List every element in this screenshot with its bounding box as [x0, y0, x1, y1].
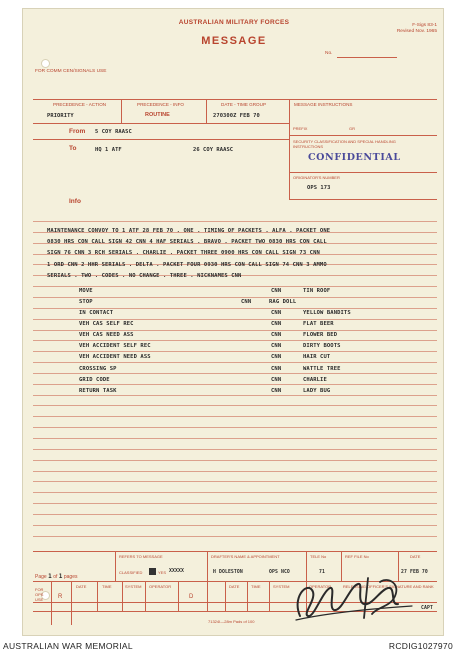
code-word: HAIR CUT	[303, 354, 331, 361]
code-term: VEH CAS NEED ASS	[79, 332, 134, 339]
code-separator: CNN	[271, 365, 282, 372]
ruled-line	[33, 330, 437, 331]
body-line: 0830 HRS CON CALL SIGN 42 CNN 4 HAF SERIALS . BRAVO . PACKET TWO 0830 HRS CON CALL	[47, 239, 327, 246]
date-label: DATE	[410, 554, 421, 559]
code-term: IN CONTACT	[79, 309, 114, 316]
to-value-2: 26 COY RAASC	[193, 147, 234, 153]
rule	[289, 99, 290, 199]
page-number: 1	[48, 573, 52, 580]
ruled-line	[33, 427, 437, 428]
body-line: SIGN 76 CNN 3 RCH SERIALS . CHARLIE . PACKET THREE 0900 HRS CON CALL SIGN 73 CNN	[47, 250, 320, 257]
code-term: STOP	[79, 298, 93, 305]
yes-label: YES	[158, 570, 167, 575]
code-term: CROSSING SP	[79, 365, 117, 372]
rule	[71, 581, 72, 625]
col-time-2: TIME	[251, 584, 261, 589]
ruled-line	[33, 221, 437, 222]
rule	[33, 99, 437, 100]
drafter-appointment: OPS NCO	[269, 570, 290, 575]
rule	[33, 123, 289, 124]
code-separator: CNN	[271, 309, 282, 316]
punch-hole	[41, 59, 50, 68]
ruled-line	[33, 308, 437, 309]
ruled-line	[33, 525, 437, 526]
classified-checkbox	[149, 568, 156, 575]
printer-imprint: 71324I—28m Pads of 100	[208, 619, 255, 624]
classified-label: CLASSIFIED	[119, 570, 143, 575]
ruled-line	[33, 351, 437, 352]
ruled-line	[33, 481, 437, 482]
page-count	[35, 573, 77, 580]
dtg-value: 270300Z FEB 70	[213, 113, 260, 119]
col-date-1: DATE	[76, 584, 87, 589]
no-struck-out: XXXXX	[169, 569, 184, 574]
rule	[206, 99, 207, 123]
message-form	[22, 8, 444, 636]
form-code	[367, 23, 437, 35]
ruled-line	[33, 319, 437, 320]
code-word: YELLOW BANDITS	[303, 309, 351, 316]
releasing-officer-label: RELEASING OFFICER'S SIGNATURE AND RANK	[343, 584, 434, 589]
from-label: From	[69, 128, 86, 135]
code-word: CHARLIE	[303, 376, 327, 383]
rule	[247, 581, 248, 611]
ruled-line	[33, 471, 437, 472]
code-term: VEH ACCIDENT NEED ASS	[79, 354, 151, 361]
originators-number-value: OPS 173	[307, 185, 331, 191]
rule	[97, 581, 98, 611]
rule	[289, 199, 437, 200]
code-separator: CNN	[241, 298, 252, 305]
drafter-name: H DOLESTON	[213, 570, 243, 575]
to-value-1: HQ 1 ATF	[95, 147, 122, 153]
code-separator: CNN	[271, 320, 282, 327]
drafters-name-label: DRAFTER'S NAME & APPOINTMENT	[211, 554, 280, 559]
precedence-info-value: ROUTINE	[145, 112, 170, 118]
ruled-line	[33, 384, 437, 385]
of-label: of	[53, 574, 58, 580]
code-word: RAG DOLL	[269, 298, 297, 305]
gr-label: GR	[349, 126, 355, 131]
ruled-line	[33, 362, 437, 363]
from-value: 5 COY RAASC	[95, 129, 132, 135]
prefix-label: PREFIX	[293, 126, 308, 131]
code-separator: CNN	[271, 387, 282, 394]
col-time-1: TIME	[102, 584, 112, 589]
code-separator: CNN	[271, 332, 282, 339]
code-term: RETURN TASK	[79, 387, 117, 394]
rule	[207, 551, 208, 611]
rule	[121, 99, 122, 123]
tele-no-label: TELE No	[310, 554, 327, 559]
d-label: D	[189, 594, 194, 600]
security-label: SECURITY CLASSIFICATION AND SPECIAL HANDLING INSTRUCTIONS	[293, 139, 396, 149]
code-term: VEH CAS SELF REC	[79, 320, 134, 327]
rule	[337, 57, 397, 58]
info-label: Info	[69, 198, 81, 205]
ruled-line	[33, 286, 437, 287]
page-label: Page	[35, 574, 47, 580]
form-revision: Revised Nov. 1965	[396, 29, 437, 34]
dtg-label: DATE - TIME GROUP	[221, 102, 267, 107]
code-separator: CNN	[271, 287, 282, 294]
classification-stamp: CONFIDENTIAL	[308, 152, 401, 163]
body-line: SERIALS . TWO . CODES . NO CHANGE . THREE . NICKNAMES CNN	[47, 272, 242, 279]
code-word: DIRTY BOOTS	[303, 343, 341, 350]
archive-credit: AUSTRALIAN WAR MEMORIAL	[3, 641, 133, 651]
ruled-line	[33, 536, 437, 537]
ruled-line	[33, 373, 437, 374]
code-term: GRID CODE	[79, 376, 110, 383]
rule	[145, 581, 146, 611]
code-separator: CNN	[271, 343, 282, 350]
precedence-info-label: PRECEDENCE - INFO	[137, 102, 184, 107]
message-instructions-label: MESSAGE INSTRUCTIONS	[294, 102, 353, 107]
pages-label: pages	[63, 574, 78, 580]
body-line: MAINTENANCE CONVOY TO 1 ATF 28 FEB 70 . ONE . TIMING OF PACKETS . ALFA . PACKET ONE	[47, 228, 331, 234]
ruled-line	[33, 297, 437, 298]
originators-number-label: ORIGINATOR'S NUMBER	[293, 175, 340, 180]
rule	[33, 551, 437, 552]
col-system-1: SYSTEM	[125, 584, 142, 589]
ruled-line	[33, 503, 437, 504]
refers-to-label: REFERS TO MESSAGE	[119, 554, 163, 559]
col-operator-2: OPERATOR	[309, 584, 332, 589]
code-separator: CNN	[271, 354, 282, 361]
code-word: WATTLE TREE	[303, 365, 341, 372]
ruled-line	[33, 438, 437, 439]
rule	[289, 135, 437, 136]
ruled-line	[33, 395, 437, 396]
code-term: VEH ACCIDENT SELF REC	[79, 343, 151, 350]
date-value: 27 FEB 70	[401, 570, 428, 575]
signature	[272, 568, 422, 626]
col-system-2: SYSTEM	[273, 584, 290, 589]
body-line: 1 ORD CNN 2 HHR SERIALS . DELTA . PACKET FOUR 0930 HRS CON CALL SIGN 74 CNN 3 AMMO	[47, 261, 327, 268]
rule	[33, 139, 289, 140]
precedence-action-label: PRECEDENCE - ACTION	[53, 102, 107, 107]
ruled-line	[33, 492, 437, 493]
for-ops-use-label: FOR OPS USE	[35, 587, 44, 602]
to-label: To	[69, 145, 77, 152]
code-word: FLAT BEER	[303, 320, 334, 327]
rule	[269, 581, 270, 611]
code-word: FLOWER BED	[303, 332, 338, 339]
no-label: No.	[325, 51, 333, 56]
ruled-line	[33, 416, 437, 417]
rule	[289, 172, 437, 173]
archive-id: RCDIG1027970	[388, 641, 453, 651]
comm-cen-label: FOR COMM CEN/SIGNALS USE	[35, 69, 107, 74]
ref-file-label: REF FILE No	[345, 554, 369, 559]
ruled-line	[33, 514, 437, 515]
code-separator: CNN	[271, 376, 282, 383]
col-date-2: DATE	[229, 584, 240, 589]
form-number: F-Sigs 83-1	[412, 23, 437, 28]
rule	[122, 581, 123, 611]
rule	[225, 581, 226, 611]
precedence-action-value: PRIORITY	[47, 113, 74, 119]
ruled-line	[33, 340, 437, 341]
ruled-line	[33, 449, 437, 450]
rule	[178, 581, 179, 611]
form-title: MESSAGE	[201, 35, 267, 47]
form-organisation: AUSTRALIAN MILITARY FORCES	[178, 19, 290, 26]
rule	[51, 581, 52, 625]
code-term: MOVE	[79, 287, 93, 294]
code-word: LADY BUG	[303, 387, 331, 394]
officer-rank: CAPT	[421, 606, 433, 611]
ruled-line	[33, 405, 437, 406]
rule	[115, 551, 116, 581]
r-label: R	[58, 594, 63, 600]
pages-number: 1	[58, 573, 63, 580]
col-operator-1: OPERATOR	[149, 584, 172, 589]
tele-no-value: 71	[319, 570, 325, 575]
ruled-line	[33, 460, 437, 461]
code-word: TIN ROOF	[303, 287, 331, 294]
